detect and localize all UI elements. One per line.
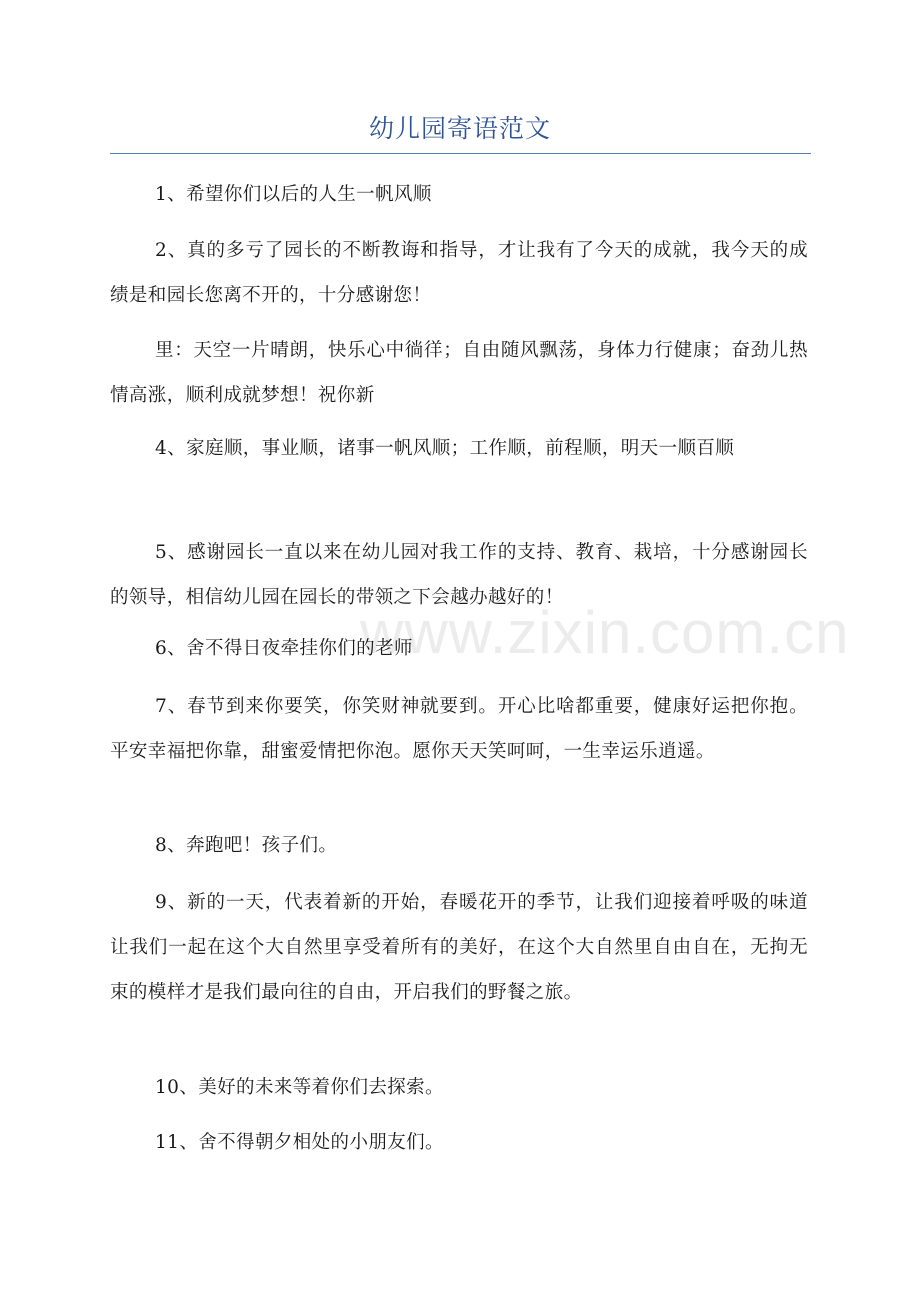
title-underline <box>110 153 811 154</box>
paragraph-2: 2、真的多亏了园长的不断教诲和指导，才让我有了今天的成就，我今天的成绩是和园长您离不开的，十分感谢您！ <box>110 240 808 306</box>
paragraph-6: 6、舍不得日夜牵挂你们的老师 <box>155 638 413 659</box>
paragraph-9: 9、新的一天，代表着新的开始，春暖花开的季节，让我们迎接着呼吸的味道让我们一起在这个大自然里享受着所有的美好，在这个大自然里自由自在，无拘无束的模样才是我们最向往的自由，开启我们的野餐之旅。 <box>110 892 808 1003</box>
document-title: 幼儿园寄语范文 <box>368 114 551 143</box>
paragraph-8: 8、奔跑吧！孩子们。 <box>155 835 338 856</box>
paragraph-5: 5、感谢园长一直以来在幼儿园对我工作的支持、教育、栽培，十分感谢园长的领导，相信幼儿园在园长的带领之下会越办越好的！ <box>110 542 808 608</box>
paragraph-4: 4、家庭顺，事业顺，诸事一帆风顺；工作顺，前程顺，明天一顺百顺 <box>155 438 735 459</box>
paragraph-1: 1、希望你们以后的人生一帆风顺 <box>155 184 432 205</box>
paragraph-7: 7、春节到来你要笑，你笑财神就要到。开心比啥都重要，健康好运把你抱。平安幸福把你靠，甜蜜爱情把你泡。愿你天天笑呵呵，一生幸运乐逍遥。 <box>110 696 808 762</box>
paragraph-3: 里：天空一片晴朗，快乐心中徜徉；自由随风飘荡，身体力行健康；奋劲儿热情高涨，顺利成就梦想！祝你新 <box>110 340 808 406</box>
paragraph-10: 10、美好的未来等着你们去探索。 <box>155 1077 444 1098</box>
paragraph-11: 11、舍不得朝夕相处的小朋友们。 <box>155 1132 444 1153</box>
watermark: www.zixin.com.cn <box>360 599 850 666</box>
